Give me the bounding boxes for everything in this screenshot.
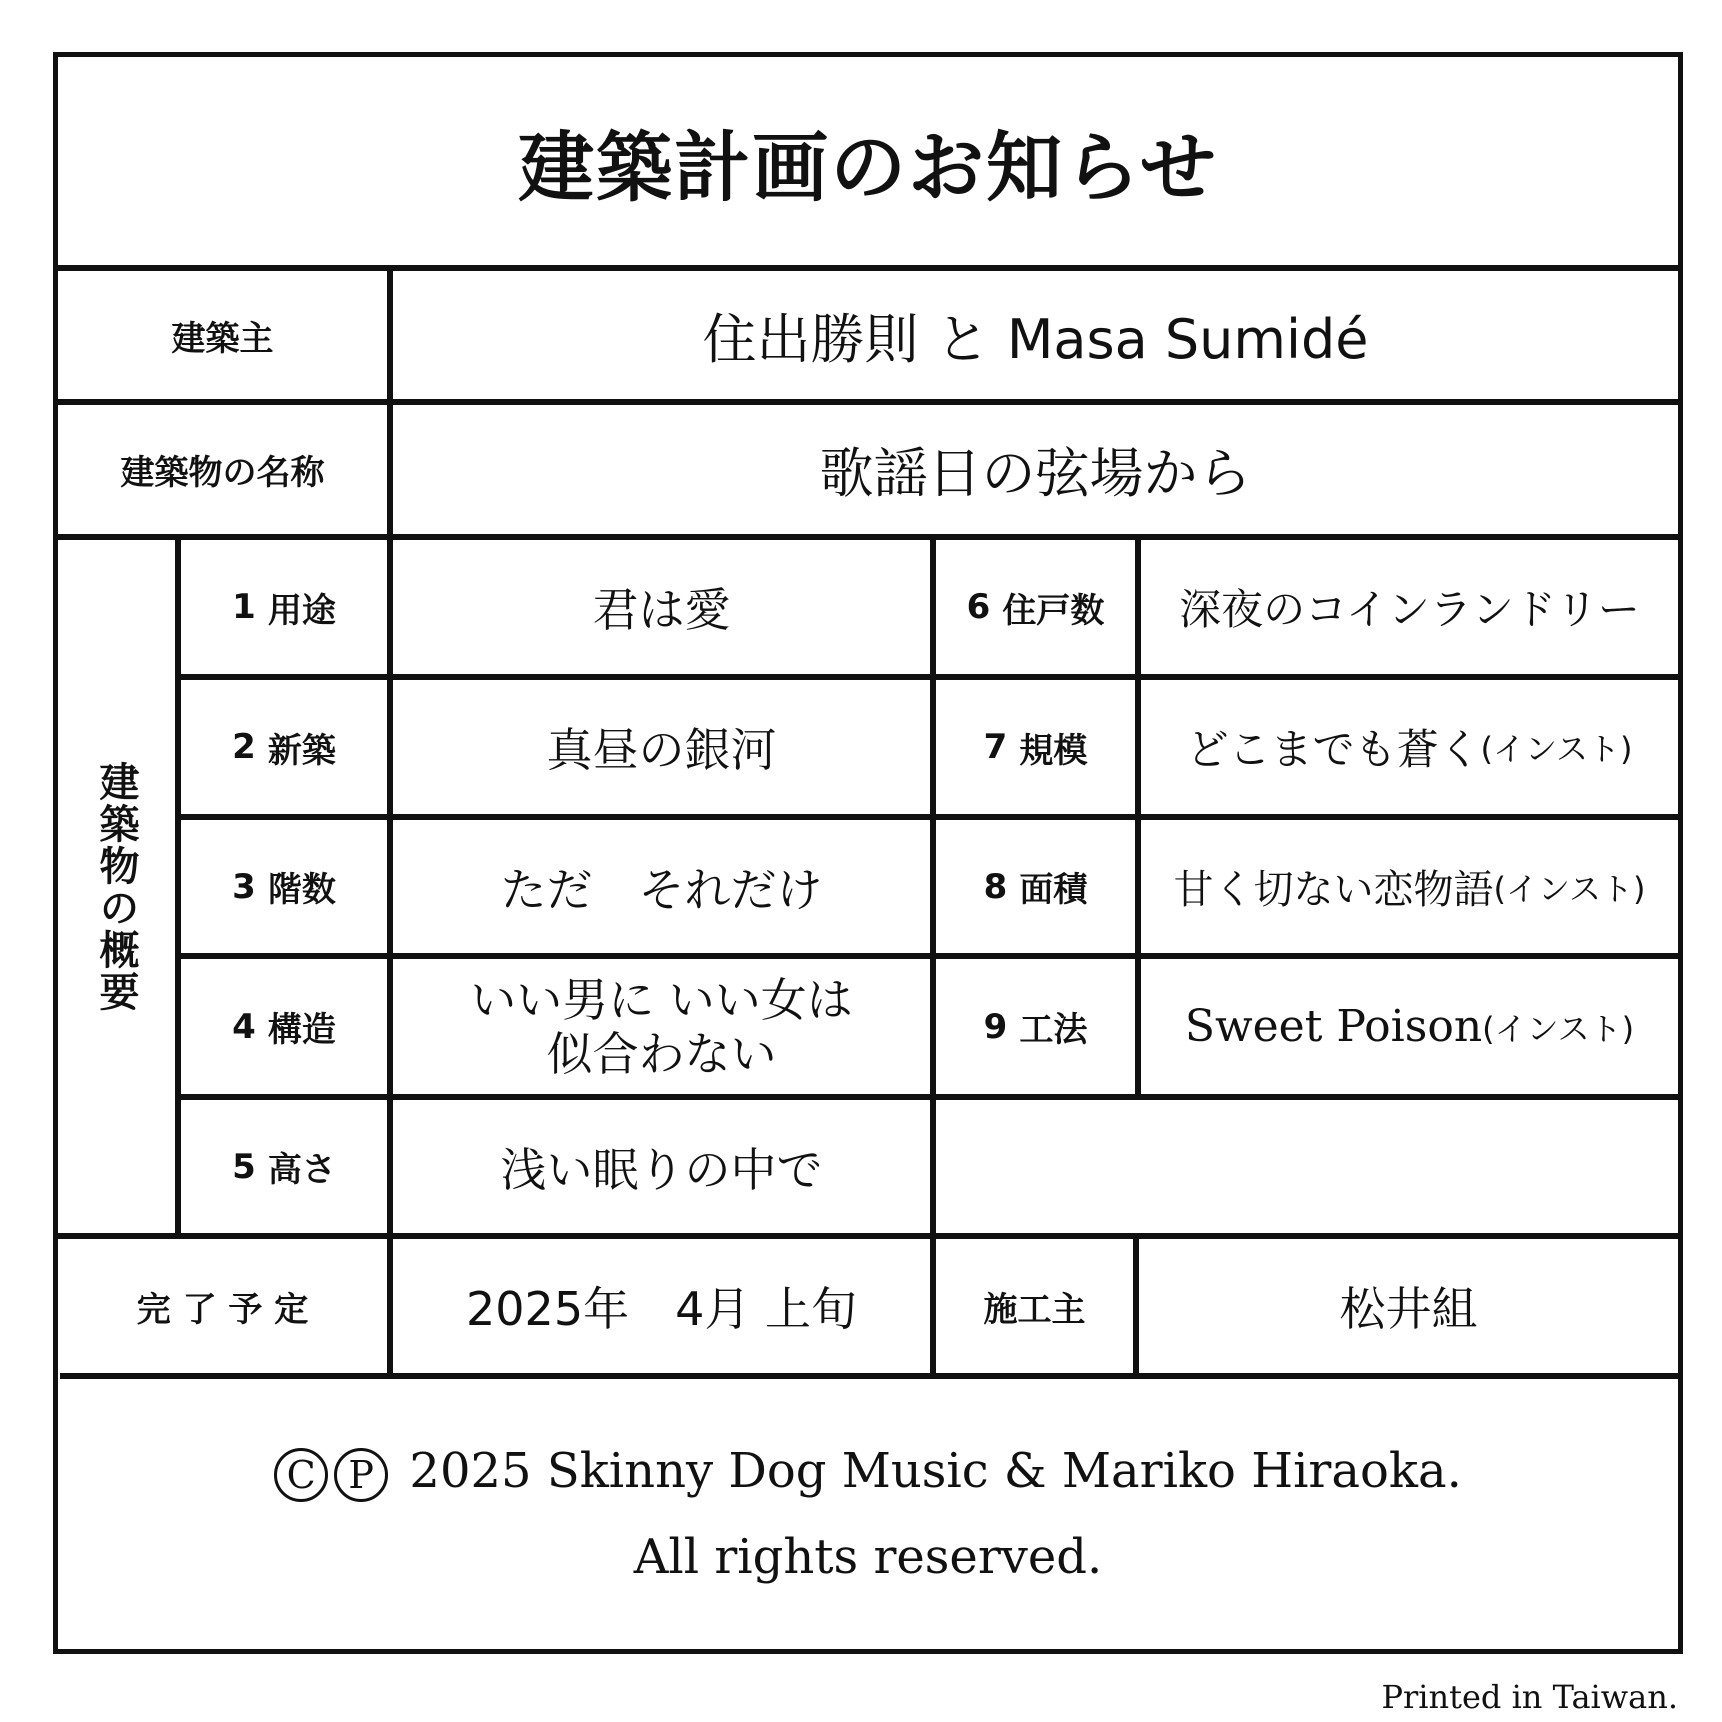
item-8-label-text: 面積 bbox=[1019, 870, 1088, 910]
item-2-value: 真昼の銀河 bbox=[546, 723, 777, 777]
owner-value: 住出勝則 と Masa Sumidé bbox=[702, 307, 1369, 371]
item-4-label-text: 構造 bbox=[267, 1010, 336, 1050]
item-4-value bbox=[393, 959, 930, 1094]
item-4-value-line2: 似合わない bbox=[546, 1026, 777, 1081]
item-9-value bbox=[1141, 959, 1678, 1094]
item-5-label-text: 高さ bbox=[267, 1150, 336, 1190]
item-6-label bbox=[936, 540, 1135, 674]
copyright-text: 2025 Skinny Dog Music & Mariko Hiraoka. bbox=[409, 1443, 1462, 1499]
building-name-value: 歌謡日の弦場から bbox=[819, 442, 1252, 505]
item-3-value: ただ それだけ bbox=[500, 862, 823, 917]
item-5-label bbox=[181, 1100, 387, 1233]
item-9-suffix: (インスト) bbox=[1482, 1009, 1635, 1048]
copyright-line2: All rights reserved. bbox=[633, 1529, 1103, 1585]
item-8-value-text: 甘く切ない恋物語 bbox=[1173, 867, 1494, 913]
item-5-value: 浅い眠りの中で bbox=[500, 1142, 823, 1197]
item-1-label-text: 用途 bbox=[267, 590, 336, 631]
item-9-number: 9 bbox=[983, 1006, 1008, 1047]
item-7-suffix: (インスト) bbox=[1480, 730, 1633, 768]
item-4-number: 4 bbox=[232, 1006, 256, 1047]
item-9-label-text: 工法 bbox=[1019, 1010, 1088, 1050]
phonogram-p-icon: P bbox=[334, 1448, 388, 1502]
item-9-label bbox=[936, 959, 1135, 1094]
item-2-label bbox=[181, 680, 387, 814]
page-title: 建築計画のお知らせ bbox=[518, 122, 1218, 212]
contractor-value: 松井組 bbox=[1339, 1282, 1478, 1336]
item-7-number: 7 bbox=[983, 727, 1008, 767]
item-6-value: 深夜のコインランドリー bbox=[1179, 585, 1640, 634]
copyright-c-icon: C bbox=[274, 1448, 328, 1502]
item-3-label bbox=[181, 820, 387, 953]
item-6-number: 6 bbox=[966, 587, 991, 627]
copyright-line1 bbox=[274, 1428, 1462, 1514]
item-4-label bbox=[181, 959, 387, 1094]
item-3-number: 3 bbox=[232, 866, 256, 907]
overview-label: 建築物の概要 bbox=[93, 760, 139, 1013]
item-7-value-text: どこまでも蒼く bbox=[1186, 725, 1481, 774]
item-6-label-text: 住戸数 bbox=[1002, 590, 1105, 631]
item-1-value: 君は愛 bbox=[592, 583, 731, 637]
building-name-label: 建築物の名称 bbox=[120, 453, 325, 493]
item-8-number: 8 bbox=[983, 866, 1008, 907]
item-8-label bbox=[936, 820, 1135, 953]
item-1-number: 1 bbox=[232, 587, 256, 627]
frame-right bbox=[1678, 52, 1683, 1654]
item-8-suffix: (インスト) bbox=[1493, 869, 1646, 908]
item-2-number: 2 bbox=[232, 727, 256, 767]
item-9-value-text: Sweet Poison bbox=[1184, 1001, 1483, 1052]
copyright-block bbox=[58, 1379, 1678, 1649]
item-7-label bbox=[936, 680, 1135, 814]
item-7-value bbox=[1141, 680, 1678, 814]
item-4-value-line1: いい男に いい女は bbox=[470, 972, 853, 1027]
item-8-value bbox=[1141, 820, 1678, 953]
completion-value: 2025年 4月 上旬 bbox=[466, 1282, 857, 1336]
item-1-label bbox=[181, 540, 387, 674]
contractor-label: 施工主 bbox=[983, 1289, 1086, 1330]
item-7-label-text: 規模 bbox=[1019, 730, 1088, 771]
completion-label: 完 了 予 定 bbox=[136, 1289, 309, 1330]
owner-label: 建築主 bbox=[171, 318, 274, 359]
frame-bottom bbox=[53, 1649, 1683, 1654]
item-3-label-text: 階数 bbox=[267, 870, 336, 910]
printed-in: Printed in Taiwan. bbox=[1381, 1678, 1678, 1716]
item-2-label-text: 新築 bbox=[267, 730, 336, 771]
item-5-number: 5 bbox=[232, 1146, 256, 1187]
